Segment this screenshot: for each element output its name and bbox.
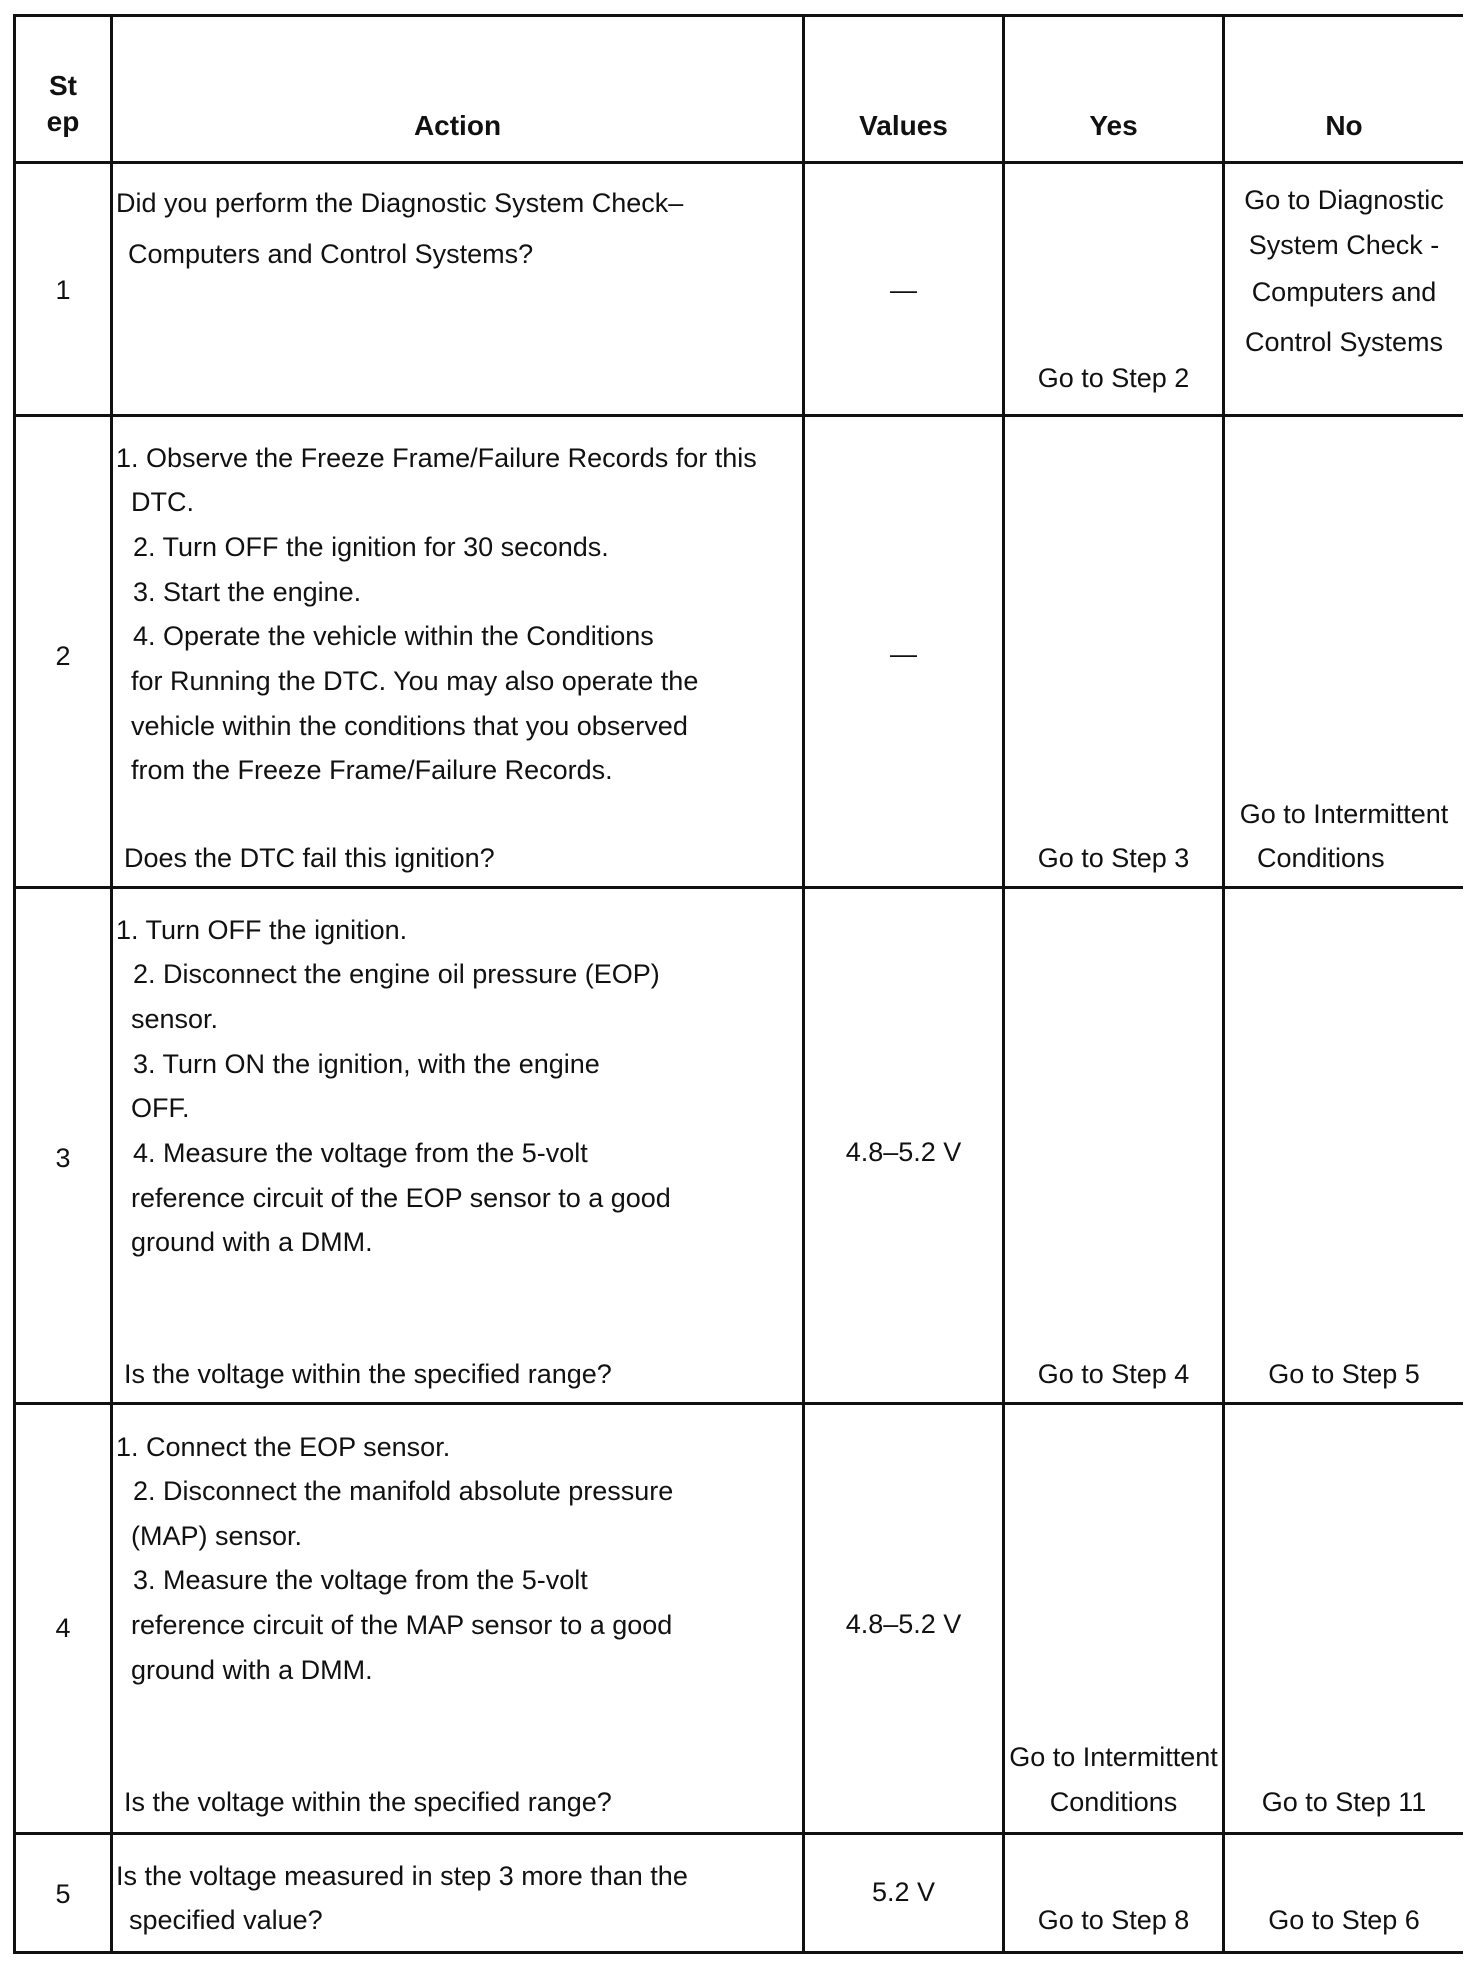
yes-text: Go to Step 3: [1037, 843, 1190, 873]
yes-text: Go to Step 8: [1037, 1905, 1190, 1935]
action-text: Computers and Control Systems?: [128, 239, 534, 269]
action-text: Does the DTC fail this ignition?: [124, 843, 495, 873]
action-text: (MAP) sensor.: [131, 1521, 303, 1551]
yes-text: Go to Step 2: [1037, 363, 1190, 393]
no-text: Go to Step 6: [1268, 1905, 1420, 1935]
value-text: 4.8–5.2 V: [845, 1137, 962, 1167]
action-text: 3. Turn ON the ignition, with the engine: [133, 1049, 600, 1079]
no-text: Go to Intermittent: [1239, 799, 1449, 829]
no-text: Go to Step 5: [1268, 1359, 1420, 1389]
step-number: 3: [55, 1143, 71, 1173]
row-divider: [13, 414, 1463, 417]
header-no: No: [1325, 110, 1363, 141]
action-text: 2. Turn OFF the ignition for 30 seconds.: [133, 532, 609, 562]
header-divider: [13, 161, 1463, 164]
action-text: 3. Start the engine.: [133, 577, 362, 607]
no-text: Conditions: [1257, 843, 1385, 873]
action-text: for Running the DTC. You may also operate the: [131, 666, 699, 696]
action-text: 1. Observe the Freeze Frame/Failure Records for this: [116, 443, 757, 473]
header-action: Action: [413, 110, 502, 141]
header-yes: Yes: [1089, 110, 1138, 141]
header-step: St ep: [46, 70, 80, 137]
table-border-bottom: [13, 1951, 1463, 1954]
yes-text: Go to Intermittent: [1009, 1742, 1218, 1772]
value-text: 4.8–5.2 V: [845, 1609, 962, 1639]
action-text: reference circuit of the EOP sensor to a good: [131, 1183, 671, 1213]
no-text: Go to Step 11: [1261, 1787, 1427, 1817]
no-text: Control Systems: [1244, 327, 1444, 357]
header-values: Values: [859, 110, 948, 141]
row-divider: [13, 1832, 1463, 1835]
action-text: ground with a DMM.: [131, 1227, 373, 1257]
action-text: 2. Disconnect the manifold absolute pressure: [133, 1476, 674, 1506]
yes-text: Go to Step 4: [1037, 1359, 1190, 1389]
value-text: 5.2 V: [871, 1877, 936, 1907]
table-border-top: [13, 14, 1463, 17]
action-text: from the Freeze Frame/Failure Records.: [131, 755, 613, 785]
action-text: 4. Measure the voltage from the 5-volt: [133, 1138, 588, 1168]
row-divider: [13, 886, 1463, 889]
action-text: 1. Connect the EOP sensor.: [116, 1432, 451, 1462]
action-text: DTC.: [131, 487, 194, 517]
action-text: Is the voltage within the specified range?: [124, 1359, 612, 1389]
no-text: System Check -: [1248, 230, 1440, 260]
step-number: 4: [55, 1613, 71, 1643]
no-text: Go to Diagnostic: [1244, 185, 1444, 215]
no-text: Computers and: [1251, 277, 1437, 307]
action-text: Is the voltage measured in step 3 more than the: [116, 1861, 688, 1891]
action-text: OFF.: [131, 1093, 190, 1123]
column-divider: [1002, 14, 1005, 1954]
action-text: Is the voltage within the specified range?: [124, 1787, 612, 1817]
action-text: ground with a DMM.: [131, 1655, 373, 1685]
diagnostic-table: [13, 14, 1463, 1954]
step-number: 5: [55, 1879, 71, 1909]
column-divider: [110, 14, 113, 1954]
row-divider: [13, 1402, 1463, 1405]
value-text: —: [890, 275, 917, 305]
yes-text: Conditions: [1049, 1787, 1178, 1817]
action-text: reference circuit of the MAP sensor to a good: [131, 1610, 673, 1640]
step-number: 1: [55, 275, 71, 305]
action-text: 4. Operate the vehicle within the Conditions: [133, 621, 654, 651]
value-text: —: [890, 639, 917, 669]
action-text: vehicle within the conditions that you observed: [131, 711, 688, 741]
action-text: 1. Turn OFF the ignition.: [116, 915, 408, 945]
action-text: 2. Disconnect the engine oil pressure (EOP): [133, 959, 660, 989]
step-number: 2: [55, 641, 71, 671]
action-text: Did you perform the Diagnostic System Check–: [116, 188, 684, 218]
action-text: specified value?: [129, 1905, 323, 1935]
action-text: 3. Measure the voltage from the 5-volt: [133, 1565, 588, 1595]
action-text: sensor.: [131, 1004, 219, 1034]
